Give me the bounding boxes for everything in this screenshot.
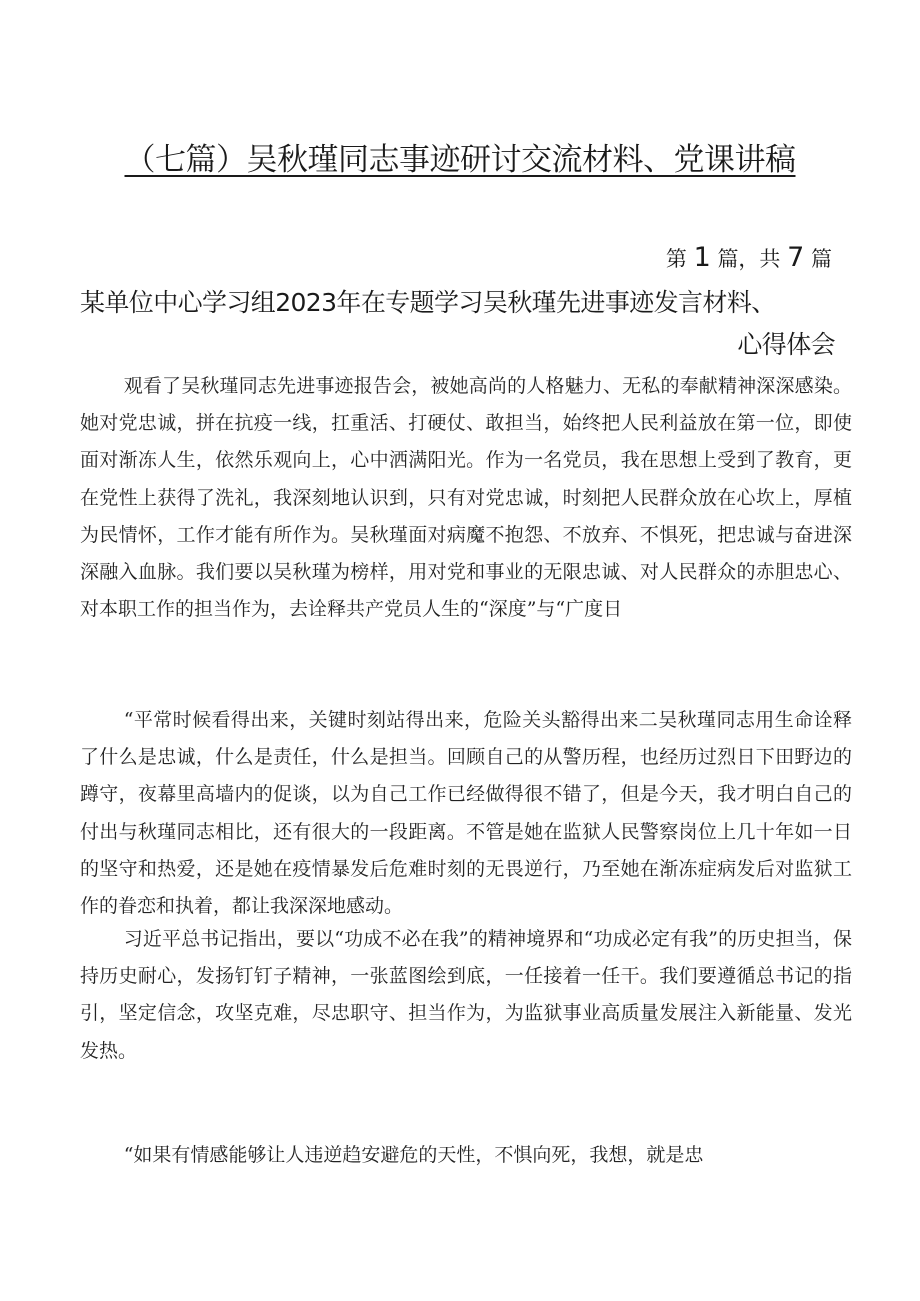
body-paragraph-3-block (80, 921, 852, 1070)
part-counter-current: 1 (693, 242, 711, 273)
body-paragraph: 观看了吴秋瑾同志先进事迹报告会，被她高尚的人格魅力、无私的奉献精神深深感染。她对党忠诚，拼在抗疫一线，扛重活、打硬仗、敢担当，始终把人民利益放在第一位，即使面对渐冻人生，依然乐观向上，心中洒满阳光。作为一名党员，我在思想上受到了教育，更在党性上获得了洗礼，我深刻地认识到，只有对党忠诚，时刻把人民群众放在心坎上，厚植为民情怀，工作才能有所作为。吴秋瑾面对病魔不抱怨、不放弃、不惧死，把忠诚与奋进深深融入血脉。我们要以吴秋瑾为榜样，用对党和事业的无限忠诚、对人民群众的赤胆忠心、对本职工作的担当作为，去诠释共产党员人生的“深度”与“广度日 (80, 375, 852, 621)
section-title-line-1: 某单位中心学习组2023年在专题学习吴秋瑾先进事迹发言材料、 (80, 288, 776, 317)
part-counter-suffix: 篇 (811, 247, 832, 271)
section-title-line-2: 心得体会 (737, 330, 835, 359)
part-counter-total: 7 (787, 242, 805, 273)
body-paragraph: “平常时候看得出来，关键时刻站得出来，危险关头豁得出来二吴秋瑾同志用生命诠释了什么是忠诚，什么是责任，什么是担当。回顾自己的从警历程，也经历过烈日下田野边的蹲守，夜幕里高墙内的促谈，以为自己工作已经做得很不错了，但是今天，我才明白自己的付出与秋瑾同志相比，还有很大的一段距离。不管是她在监狱人民警察岗位上几十年如一日的坚守和热爱，还是她在疫情暴发后危难时刻的无畏逆行，乃至她在渐冻症病发后对监狱工作的眷恋和执着，都让我深深地感动。 (80, 709, 852, 918)
part-counter-prefix: 第 (665, 247, 687, 271)
body-paragraph-2-block (80, 702, 852, 925)
body-paragraph: 习近平总书记指出，要以“功成不必在我”的精神境界和“功成必定有我”的历史担当，保持历史耐心，发扬钉钉子精神，一张蓝图绘到底，一任接着一任干。我们要遵循总书记的指引，坚定信念，攻坚克难，尽忠职守、担当作为，为监狱事业高质量发展注入新能量、发光发热。 (80, 928, 852, 1062)
body-paragraph-4-block (80, 1137, 852, 1174)
body-paragraph: “如果有情感能够让人违逆趋安避危的天性，不惧向死，我想，就是忠 (123, 1144, 704, 1166)
part-counter (666, 238, 832, 279)
part-counter-middle: 篇，共 (717, 247, 781, 271)
document-title (0, 138, 920, 182)
body-paragraph-1-block (80, 368, 852, 628)
document-title-text: （七篇）吴秋瑾同志事迹研讨交流材料、党课讲稿 (124, 142, 796, 178)
section-title (80, 282, 835, 366)
